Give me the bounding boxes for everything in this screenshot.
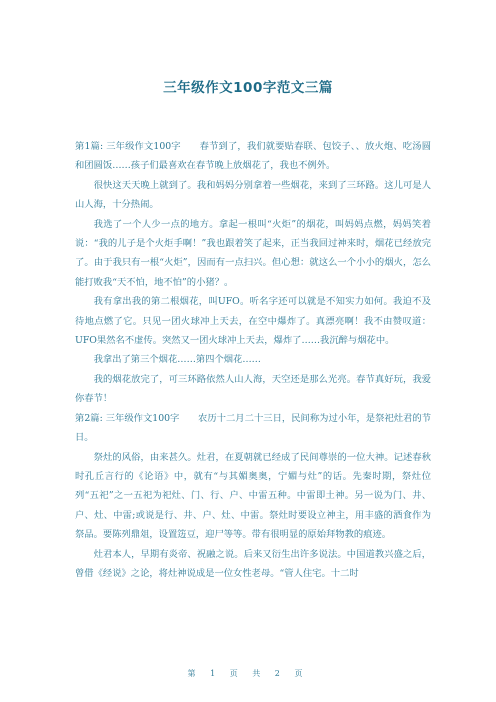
article-heading-paragraph: 第2篇: 三年级作文100字 农历十二月二十三日，民间称为过小年，是祭祀灶君的节日。	[75, 412, 431, 444]
paragraph: 祭灶的风俗，由来甚久。灶君，在夏朝就已经成了民间尊崇的一位大神。记述春秋时孔丘言行的《论语》中，就有“与其媚奥奥，宁媚与灶”的话。先秦时期，祭灶位列“五祀”之一五祀为祀灶、门、行、户、中雷五种。中雷即土神。另一说为门、井、户、灶、中雷;或说是行、井、户、灶、中雷。祭灶时要设立神主，用丰盛的酒食作为祭品。要陈列鼎俎，设置笾豆，迎尸等等。带有很明显的原始拜物教的痕迹。	[75, 451, 431, 541]
paragraph: 我有拿出我的第二根烟花，叫UFO。听名字还可以就是不知实力如何。我迫不及待地点燃了它。只见一团火球冲上天去，在空中爆炸了。真漂亮啊！我不由赞叹道：UFO果然名不虚传。突然又一团火球冲上天去，爆炸了……我沉醉与烟花中。	[75, 296, 431, 347]
article-heading-paragraph: 第1篇: 三年级作文100字 春节到了，我们就要贴春联、包饺子、、放火炮、吃汤圆和团圆饭……孩子们最喜欢在春节晚上放烟花了，我也不例外。	[75, 141, 431, 172]
paragraph: 我选了一个人少一点的地方。拿起一根叫“火炬”的烟花，叫妈妈点燃，妈妈笑着说：“我的儿子是个火炬手啊！”我也跟着笑了起来，正当我回过神来时，烟花已经放完了。由于我只有一根“火炬”，因而有一点扫兴。但心想：就这么一个小小的烟火，怎么能打败我“天不怕，地不怕”的小猪？。	[75, 218, 431, 288]
paragraph: 我的烟花放完了，可三环路依然人山人海，天空还是那么光亮。春节真好玩，我爱你春节！	[75, 373, 431, 405]
paragraph: 灶君本人，早期有炎帝、祝融之说。后来又衍生出许多说法。中国道教兴盛之后，曾借《经说》之论，将灶神说成是一位女性老母。“管人住宅。十二时	[75, 548, 431, 579]
paragraph: 我拿出了第三个烟花……第四个烟花……	[93, 354, 261, 366]
document-body	[75, 137, 431, 583]
paragraph: 很快这天天晚上就到了。我和妈妈分别拿着一些烟花，来到了三环路。这儿可是人山人海，十分热闹。	[75, 179, 431, 211]
page-footer: 第 1 页 共 2 页	[187, 669, 309, 678]
document-title: 三年级作文100字范文三篇	[163, 80, 333, 96]
